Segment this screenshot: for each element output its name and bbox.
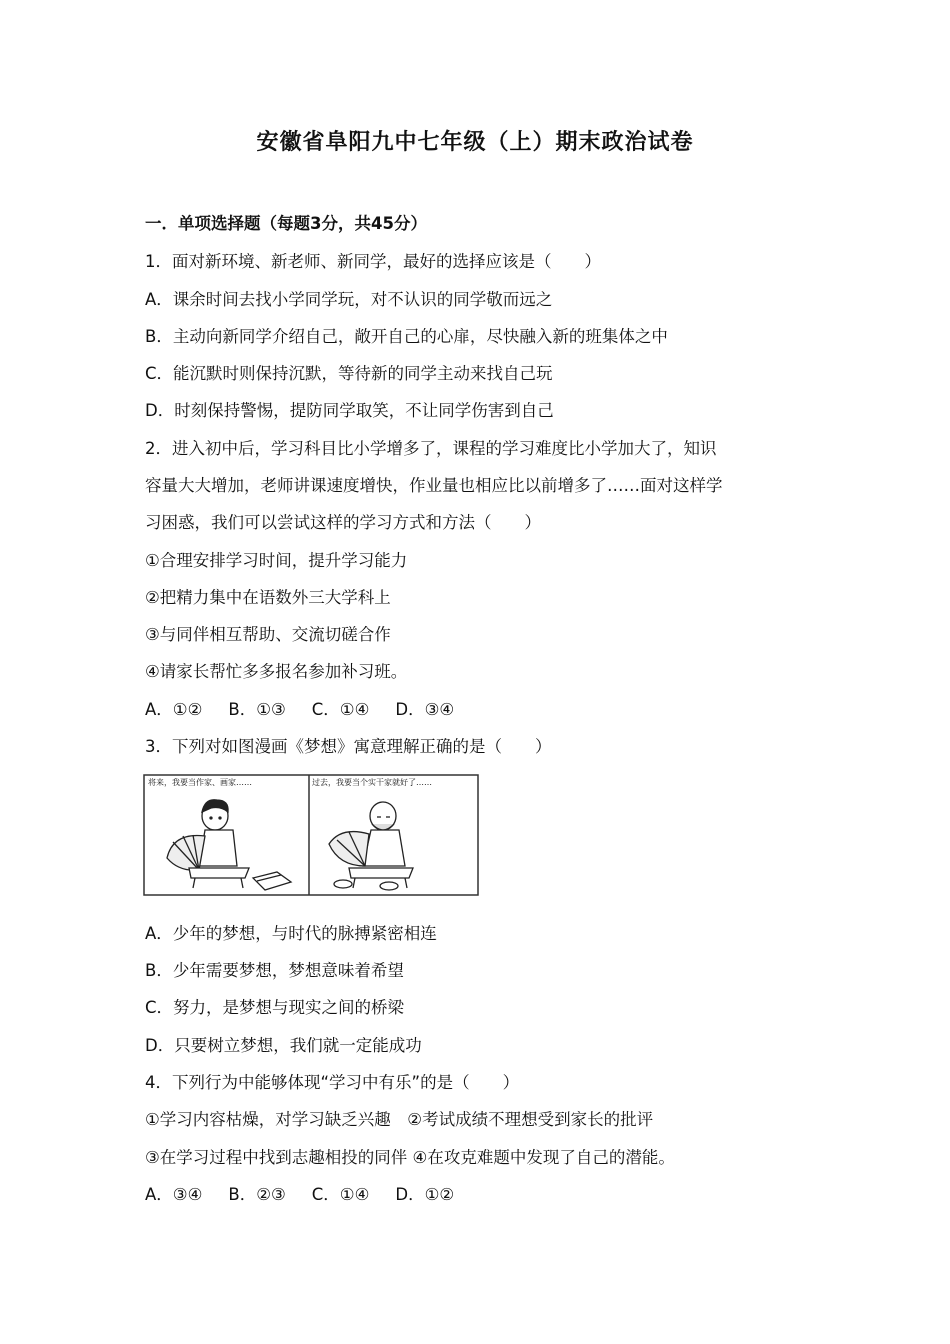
page-title: 安徽省阜阳九中七年级（上）期末政治试卷 — [256, 130, 694, 155]
q3-stem: 3．下列对如图漫画《梦想》寓意理解正确的是（ ） — [145, 737, 552, 756]
dream-comic-image — [143, 774, 479, 896]
q3-option-a: A．少年的梦想，与时代的脉搏紧密相连 — [145, 924, 437, 943]
q4-items-line-2: ③在学习过程中找到志趣相投的同伴 ④在攻克难题中发现了自己的潜能。 — [145, 1148, 675, 1167]
q2-item-4: ④请家长帮忙多多报名参加补习班。 — [145, 662, 408, 681]
q4-option-a: A．③④ — [145, 1185, 203, 1204]
q1-option-c: C．能沉默时则保持沉默，等待新的同学主动来找自己玩 — [145, 364, 553, 383]
comic-caption-right: 过去，我要当个实干家就好了…… — [312, 778, 432, 787]
q4-option-b: B．②③ — [228, 1185, 286, 1204]
q3-option-b: B．少年需要梦想，梦想意味着希望 — [145, 961, 404, 980]
q3-option-d: D．只要树立梦想，我们就一定能成功 — [145, 1036, 422, 1055]
section-heading: 一．单项选择题（每题3分，共45分） — [145, 214, 427, 233]
comic-caption-left: 将来，我要当作家、画家…… — [148, 778, 252, 787]
q1-option-b: B．主动向新同学介绍自己，敞开自己的心扉，尽快融入新的班集体之中 — [145, 327, 668, 346]
q4-items-line-1: ①学习内容枯燥，对学习缺乏兴趣 ②考试成绩不理想受到家长的批评 — [145, 1110, 654, 1129]
q2-option-c: C．①④ — [311, 700, 370, 719]
q1-option-a: A．课余时间去找小学同学玩，对不认识的同学敬而远之 — [145, 290, 553, 309]
q2-option-d: D．③④ — [395, 700, 455, 719]
q4-option-c: C．①④ — [311, 1185, 370, 1204]
q1-stem: 1．面对新环境、新老师、新同学，最好的选择应该是（ ） — [145, 252, 601, 271]
q2-option-b: B．①③ — [228, 700, 286, 719]
q4-options — [145, 1181, 480, 1205]
q2-stem-line-1: 2．进入初中后，学习科目比小学增多了，课程的学习难度比小学加大了，知识 — [145, 439, 717, 458]
q3-option-c: C．努力，是梦想与现实之间的桥梁 — [145, 998, 405, 1017]
q2-stem-line-2: 容量大大增加，老师讲课速度增快，作业量也相应比以前增多了……面对这样学 — [145, 476, 723, 495]
q2-options — [145, 696, 480, 720]
q4-stem: 4．下列行为中能够体现“学习中有乐”的是（ ） — [145, 1073, 520, 1092]
q4-option-d: D．①② — [395, 1185, 455, 1204]
q1-option-d: D．时刻保持警惕，提防同学取笑，不让同学伤害到自己 — [145, 401, 554, 420]
q2-stem-line-3: 习困惑，我们可以尝试这样的学习方式和方法（ ） — [145, 513, 541, 532]
q2-option-a: A．①② — [145, 700, 203, 719]
q2-item-2: ②把精力集中在语数外三大学科上 — [145, 588, 391, 607]
q2-item-3: ③与同伴相互帮助、交流切磋合作 — [145, 625, 391, 644]
q2-item-1: ①合理安排学习时间，提升学习能力 — [145, 551, 408, 570]
